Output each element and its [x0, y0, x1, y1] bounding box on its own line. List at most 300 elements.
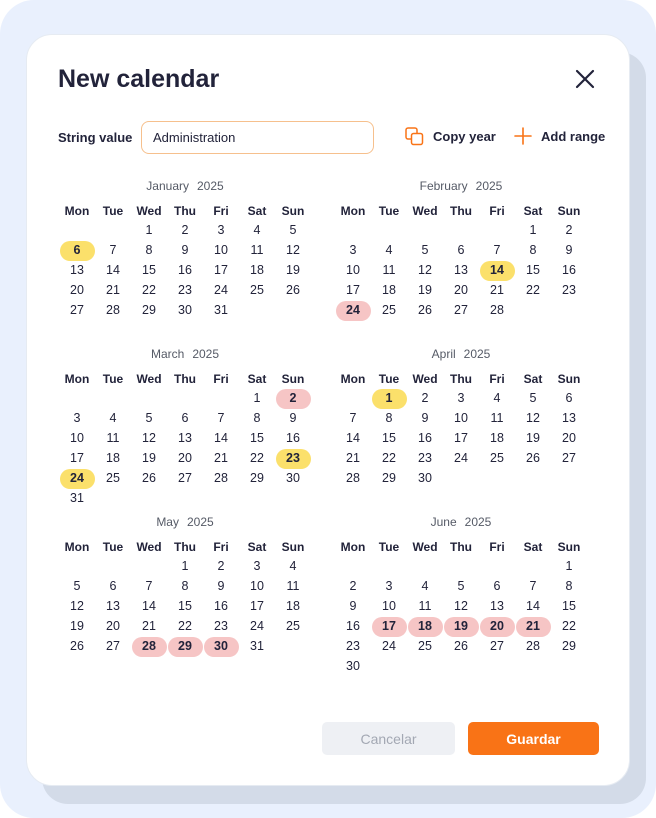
day-cell[interactable]: 18: [408, 617, 443, 637]
day-cell[interactable]: 20: [454, 283, 468, 297]
day-cell[interactable]: 15: [178, 599, 192, 613]
day-cell[interactable]: 14: [106, 263, 120, 277]
month-name: January: [146, 179, 189, 193]
empty-day-cell: [516, 557, 551, 577]
week-row: [59, 637, 311, 657]
day-cell[interactable]: 14: [142, 599, 156, 613]
day-cell[interactable]: 1: [181, 559, 189, 573]
day-cell[interactable]: 9: [181, 243, 189, 257]
week-row: [59, 429, 311, 449]
day-cell[interactable]: 2: [421, 391, 429, 405]
weekday-label: Mon: [64, 372, 90, 386]
add-range-button[interactable]: [514, 127, 605, 145]
weekday-label: Wed: [412, 204, 438, 218]
month-year: 2025: [192, 347, 220, 361]
day-cell[interactable]: 30: [204, 637, 239, 657]
day-cell[interactable]: 29: [142, 303, 156, 317]
empty-day-cell: [132, 557, 167, 577]
day-cell[interactable]: 24: [250, 619, 264, 633]
month-days-grid: [59, 369, 311, 509]
cancel-button[interactable]: Cancelar: [322, 722, 455, 755]
day-cell[interactable]: 28: [346, 471, 360, 485]
empty-day-cell: [276, 489, 311, 509]
day-cell[interactable]: 23: [346, 639, 360, 653]
day-cell[interactable]: 27: [562, 451, 576, 465]
weekday-label: Sat: [523, 540, 543, 554]
day-cell[interactable]: 1: [253, 391, 261, 405]
month-header: [59, 177, 311, 195]
day-cell[interactable]: 22: [142, 283, 156, 297]
day-cell[interactable]: 18: [250, 263, 264, 277]
day-cell[interactable]: 3: [217, 223, 225, 237]
month-header: [335, 177, 587, 195]
day-cell[interactable]: 25: [250, 283, 264, 297]
day-cell[interactable]: 19: [526, 431, 540, 445]
day-cell[interactable]: 11: [106, 431, 120, 445]
month-year: 2025: [475, 179, 503, 193]
week-row: [335, 281, 587, 301]
day-cell[interactable]: 25: [418, 639, 432, 653]
empty-day-cell: [408, 557, 443, 577]
day-cell[interactable]: 16: [286, 431, 300, 445]
new-calendar-dialog: [26, 34, 630, 786]
day-cell[interactable]: 5: [457, 579, 465, 593]
day-cell[interactable]: 22: [178, 619, 192, 633]
day-cell[interactable]: 26: [70, 639, 84, 653]
empty-day-cell: [480, 221, 515, 241]
day-cell[interactable]: 13: [70, 263, 84, 277]
dialog-title: New calendar: [58, 65, 220, 93]
day-cell[interactable]: 22: [382, 451, 396, 465]
empty-day-cell: [60, 221, 95, 241]
month-june: [335, 513, 587, 677]
day-cell[interactable]: 7: [349, 411, 357, 425]
day-cell[interactable]: 18: [106, 451, 120, 465]
day-cell[interactable]: 28: [490, 303, 504, 317]
string-value-input[interactable]: [141, 121, 374, 154]
day-cell[interactable]: 12: [286, 243, 300, 257]
empty-day-cell: [336, 557, 371, 577]
close-icon: [571, 65, 599, 93]
week-row: [59, 241, 311, 261]
day-cell[interactable]: 1: [372, 389, 407, 409]
week-row: [335, 577, 587, 597]
day-cell[interactable]: 25: [286, 619, 300, 633]
day-cell[interactable]: 25: [382, 303, 396, 317]
weekday-label: Thu: [450, 540, 472, 554]
save-button[interactable]: Guardar: [468, 722, 599, 755]
day-cell[interactable]: 3: [385, 579, 393, 593]
empty-day-cell: [168, 389, 203, 409]
day-cell[interactable]: 16: [178, 263, 192, 277]
week-row: [59, 577, 311, 597]
day-cell[interactable]: 13: [178, 431, 192, 445]
day-cell[interactable]: 9: [289, 411, 297, 425]
day-cell[interactable]: 31: [250, 639, 264, 653]
day-cell[interactable]: 5: [529, 391, 537, 405]
day-cell[interactable]: 19: [418, 283, 432, 297]
day-cell[interactable]: 25: [106, 471, 120, 485]
day-cell[interactable]: 16: [346, 619, 360, 633]
day-cell[interactable]: 9: [217, 579, 225, 593]
day-cell[interactable]: 20: [106, 619, 120, 633]
day-cell[interactable]: 22: [526, 283, 540, 297]
day-cell[interactable]: 10: [250, 579, 264, 593]
week-row: [59, 409, 311, 429]
day-cell[interactable]: 23: [178, 283, 192, 297]
day-cell[interactable]: 8: [253, 411, 261, 425]
month-name: March: [150, 347, 185, 361]
empty-day-cell: [552, 301, 587, 321]
empty-day-cell: [204, 489, 239, 509]
week-row: [335, 469, 587, 489]
day-cell[interactable]: 17: [250, 599, 264, 613]
day-cell[interactable]: 9: [565, 243, 573, 257]
weekday-label: Tue: [378, 204, 400, 218]
weekday-label: Mon: [340, 540, 366, 554]
empty-day-cell: [96, 557, 131, 577]
day-cell[interactable]: 10: [70, 431, 84, 445]
day-cell[interactable]: 16: [214, 599, 228, 613]
empty-day-cell: [96, 221, 131, 241]
day-cell[interactable]: 28: [132, 637, 167, 657]
day-cell[interactable]: 15: [250, 431, 264, 445]
day-cell[interactable]: 24: [60, 469, 95, 489]
month-name: February: [419, 179, 468, 193]
day-cell[interactable]: 6: [457, 243, 465, 257]
weekday-label: Mon: [340, 372, 366, 386]
month-header: [59, 513, 311, 531]
weekday-label: Wed: [412, 540, 438, 554]
day-cell[interactable]: 11: [286, 579, 300, 593]
day-cell[interactable]: 12: [142, 431, 156, 445]
week-row: [335, 429, 587, 449]
weekday-row: [335, 537, 587, 557]
day-cell[interactable]: 9: [349, 599, 357, 613]
day-cell[interactable]: 28: [526, 639, 540, 653]
day-cell[interactable]: 8: [385, 411, 393, 425]
weekday-label: Thu: [174, 540, 196, 554]
empty-day-cell: [480, 557, 515, 577]
day-cell[interactable]: 16: [562, 263, 576, 277]
week-row: [335, 409, 587, 429]
month-may: [59, 513, 311, 657]
day-cell[interactable]: 10: [382, 599, 396, 613]
day-cell[interactable]: 2: [565, 223, 573, 237]
day-cell[interactable]: 21: [346, 451, 360, 465]
add-range-label: Add range: [541, 128, 606, 144]
day-cell[interactable]: 2: [217, 559, 225, 573]
day-cell[interactable]: 17: [346, 283, 360, 297]
empty-day-cell: [204, 389, 239, 409]
day-cell[interactable]: 4: [493, 391, 501, 405]
day-cell[interactable]: 15: [142, 263, 156, 277]
day-cell[interactable]: 31: [214, 303, 228, 317]
day-cell[interactable]: 3: [73, 411, 81, 425]
day-cell[interactable]: 20: [480, 617, 515, 637]
weekday-row: [335, 201, 587, 221]
day-cell[interactable]: 6: [181, 411, 189, 425]
weekday-label: Mon: [64, 540, 90, 554]
day-cell[interactable]: 21: [490, 283, 504, 297]
day-cell[interactable]: 5: [145, 411, 153, 425]
day-cell[interactable]: 2: [276, 389, 311, 409]
week-row: [335, 301, 587, 321]
day-cell[interactable]: 19: [286, 263, 300, 277]
day-cell[interactable]: 30: [286, 471, 300, 485]
weekday-label: Fri: [213, 540, 229, 554]
day-cell[interactable]: 20: [70, 283, 84, 297]
day-cell[interactable]: 8: [145, 243, 153, 257]
day-cell[interactable]: 26: [418, 303, 432, 317]
day-cell[interactable]: 10: [346, 263, 360, 277]
day-cell[interactable]: 29: [382, 471, 396, 485]
month-march: [59, 345, 311, 509]
day-cell[interactable]: 8: [565, 579, 573, 593]
day-cell[interactable]: 14: [526, 599, 540, 613]
day-cell[interactable]: 17: [454, 431, 468, 445]
weekday-label: Sun: [281, 372, 305, 386]
weekday-label: Fri: [489, 204, 505, 218]
day-cell[interactable]: 9: [421, 411, 429, 425]
day-cell[interactable]: 27: [454, 303, 468, 317]
weekday-label: Sun: [557, 540, 581, 554]
month-name: May: [156, 515, 179, 529]
weekday-label: Sat: [247, 540, 267, 554]
day-cell[interactable]: 11: [382, 263, 396, 277]
day-cell[interactable]: 4: [289, 559, 297, 573]
day-cell[interactable]: 26: [454, 639, 468, 653]
day-cell[interactable]: 19: [70, 619, 84, 633]
day-cell[interactable]: 17: [214, 263, 228, 277]
day-cell[interactable]: 27: [70, 303, 84, 317]
week-row: [335, 449, 587, 469]
day-cell[interactable]: 27: [106, 639, 120, 653]
empty-day-cell: [444, 469, 479, 489]
month-january: [59, 177, 311, 321]
close-button[interactable]: [571, 65, 599, 93]
day-cell[interactable]: 6: [493, 579, 501, 593]
day-cell[interactable]: 14: [214, 431, 228, 445]
day-cell[interactable]: 1: [529, 223, 537, 237]
day-cell[interactable]: 18: [490, 431, 504, 445]
day-cell[interactable]: 22: [250, 451, 264, 465]
week-row: [59, 617, 311, 637]
day-cell[interactable]: 18: [286, 599, 300, 613]
day-cell[interactable]: 30: [418, 471, 432, 485]
day-cell[interactable]: 12: [70, 599, 84, 613]
day-cell[interactable]: 18: [382, 283, 396, 297]
copy-year-button[interactable]: [405, 127, 496, 146]
day-cell[interactable]: 31: [70, 491, 84, 505]
week-row: [59, 389, 311, 409]
day-cell[interactable]: 28: [214, 471, 228, 485]
month-days-grid: [335, 537, 587, 677]
weekday-label: Sat: [523, 204, 543, 218]
day-cell[interactable]: 19: [142, 451, 156, 465]
month-name: June: [430, 515, 457, 529]
day-cell[interactable]: 3: [349, 243, 357, 257]
day-cell[interactable]: 17: [70, 451, 84, 465]
copy-year-label: Copy year: [433, 129, 496, 144]
day-cell[interactable]: 1: [565, 559, 573, 573]
day-cell[interactable]: 29: [168, 637, 203, 657]
weekday-label: Fri: [213, 204, 229, 218]
weekday-label: Sun: [281, 204, 305, 218]
month-year: 2025: [463, 347, 491, 361]
day-cell[interactable]: 6: [109, 579, 117, 593]
copy-icon: [405, 127, 424, 146]
day-cell[interactable]: 3: [253, 559, 261, 573]
day-cell[interactable]: 12: [418, 263, 432, 277]
week-row: [59, 597, 311, 617]
day-cell[interactable]: 24: [454, 451, 468, 465]
empty-day-cell: [240, 301, 275, 321]
day-cell[interactable]: 25: [490, 451, 504, 465]
day-cell[interactable]: 16: [418, 431, 432, 445]
day-cell[interactable]: 12: [454, 599, 468, 613]
day-cell[interactable]: 23: [276, 449, 311, 469]
day-cell[interactable]: 5: [73, 579, 81, 593]
day-cell[interactable]: 23: [418, 451, 432, 465]
day-cell[interactable]: 6: [565, 391, 573, 405]
empty-day-cell: [408, 657, 443, 677]
empty-day-cell: [372, 221, 407, 241]
day-cell[interactable]: 15: [562, 599, 576, 613]
week-row: [335, 261, 587, 281]
day-cell[interactable]: 29: [250, 471, 264, 485]
day-cell[interactable]: 26: [142, 471, 156, 485]
week-row: [59, 281, 311, 301]
day-cell[interactable]: 6: [60, 241, 95, 261]
day-cell[interactable]: 11: [418, 599, 432, 613]
day-cell[interactable]: 8: [181, 579, 189, 593]
day-cell[interactable]: 3: [457, 391, 465, 405]
day-cell[interactable]: 5: [421, 243, 429, 257]
day-cell[interactable]: 15: [382, 431, 396, 445]
month-header: [335, 345, 587, 363]
weekday-label: Tue: [378, 372, 400, 386]
day-cell[interactable]: 21: [214, 451, 228, 465]
day-cell[interactable]: 14: [480, 261, 515, 281]
day-cell[interactable]: 8: [529, 243, 537, 257]
weekday-label: Thu: [174, 372, 196, 386]
empty-day-cell: [444, 221, 479, 241]
day-cell[interactable]: 20: [562, 431, 576, 445]
month-year: 2025: [186, 515, 214, 529]
day-cell[interactable]: 7: [529, 579, 537, 593]
empty-day-cell: [552, 469, 587, 489]
day-cell[interactable]: 30: [346, 659, 360, 673]
empty-day-cell: [276, 637, 311, 657]
day-cell[interactable]: 29: [562, 639, 576, 653]
month-header: [59, 345, 311, 363]
day-cell[interactable]: 13: [490, 599, 504, 613]
weekday-label: Sun: [557, 204, 581, 218]
week-row: [335, 389, 587, 409]
day-cell[interactable]: 13: [106, 599, 120, 613]
month-name: April: [431, 347, 456, 361]
weekday-label: Tue: [102, 204, 124, 218]
empty-day-cell: [276, 301, 311, 321]
day-cell[interactable]: 14: [346, 431, 360, 445]
weekday-label: Sat: [523, 372, 543, 386]
day-cell[interactable]: 22: [562, 619, 576, 633]
day-cell[interactable]: 20: [178, 451, 192, 465]
day-cell[interactable]: 28: [106, 303, 120, 317]
day-cell[interactable]: 26: [286, 283, 300, 297]
day-cell[interactable]: 24: [382, 639, 396, 653]
day-cell[interactable]: 23: [214, 619, 228, 633]
day-cell[interactable]: 7: [493, 243, 501, 257]
day-cell[interactable]: 21: [106, 283, 120, 297]
week-row: [335, 657, 587, 677]
day-cell[interactable]: 21: [142, 619, 156, 633]
empty-day-cell: [444, 657, 479, 677]
month-days-grid: [59, 201, 311, 321]
day-cell[interactable]: 12: [526, 411, 540, 425]
day-cell[interactable]: 24: [214, 283, 228, 297]
day-cell[interactable]: 4: [421, 579, 429, 593]
day-cell[interactable]: 23: [562, 283, 576, 297]
week-row: [59, 449, 311, 469]
day-cell[interactable]: 5: [289, 223, 297, 237]
day-cell[interactable]: 4: [109, 411, 117, 425]
weekday-label: Sun: [557, 372, 581, 386]
empty-day-cell: [372, 557, 407, 577]
day-cell[interactable]: 11: [250, 243, 264, 257]
day-cell[interactable]: 21: [516, 617, 551, 637]
day-cell[interactable]: 27: [178, 471, 192, 485]
empty-day-cell: [336, 221, 371, 241]
day-cell[interactable]: 19: [444, 617, 479, 637]
day-cell[interactable]: 26: [526, 451, 540, 465]
empty-day-cell: [336, 389, 371, 409]
day-cell[interactable]: 2: [349, 579, 357, 593]
empty-day-cell: [96, 489, 131, 509]
day-cell[interactable]: 30: [178, 303, 192, 317]
month-february: [335, 177, 587, 321]
day-cell[interactable]: 1: [145, 223, 153, 237]
empty-day-cell: [516, 469, 551, 489]
empty-day-cell: [240, 489, 275, 509]
empty-day-cell: [480, 657, 515, 677]
week-row: [335, 557, 587, 577]
day-cell[interactable]: 2: [181, 223, 189, 237]
month-days-grid: [335, 369, 587, 489]
month-header: [335, 513, 587, 531]
day-cell[interactable]: 7: [145, 579, 153, 593]
day-cell[interactable]: 17: [372, 617, 407, 637]
day-cell[interactable]: 15: [526, 263, 540, 277]
day-cell[interactable]: 7: [109, 243, 117, 257]
day-cell[interactable]: 27: [490, 639, 504, 653]
day-cell[interactable]: 13: [562, 411, 576, 425]
day-cell[interactable]: 24: [336, 301, 371, 321]
empty-day-cell: [552, 657, 587, 677]
day-cell[interactable]: 4: [385, 243, 393, 257]
plus-icon: [514, 127, 532, 145]
day-cell[interactable]: 10: [214, 243, 228, 257]
day-cell[interactable]: 4: [253, 223, 261, 237]
day-cell[interactable]: 13: [454, 263, 468, 277]
day-cell[interactable]: 7: [217, 411, 225, 425]
empty-day-cell: [168, 489, 203, 509]
month-year: 2025: [197, 179, 224, 193]
week-row: [335, 617, 587, 637]
day-cell[interactable]: 10: [454, 411, 468, 425]
day-cell[interactable]: 11: [490, 411, 504, 425]
